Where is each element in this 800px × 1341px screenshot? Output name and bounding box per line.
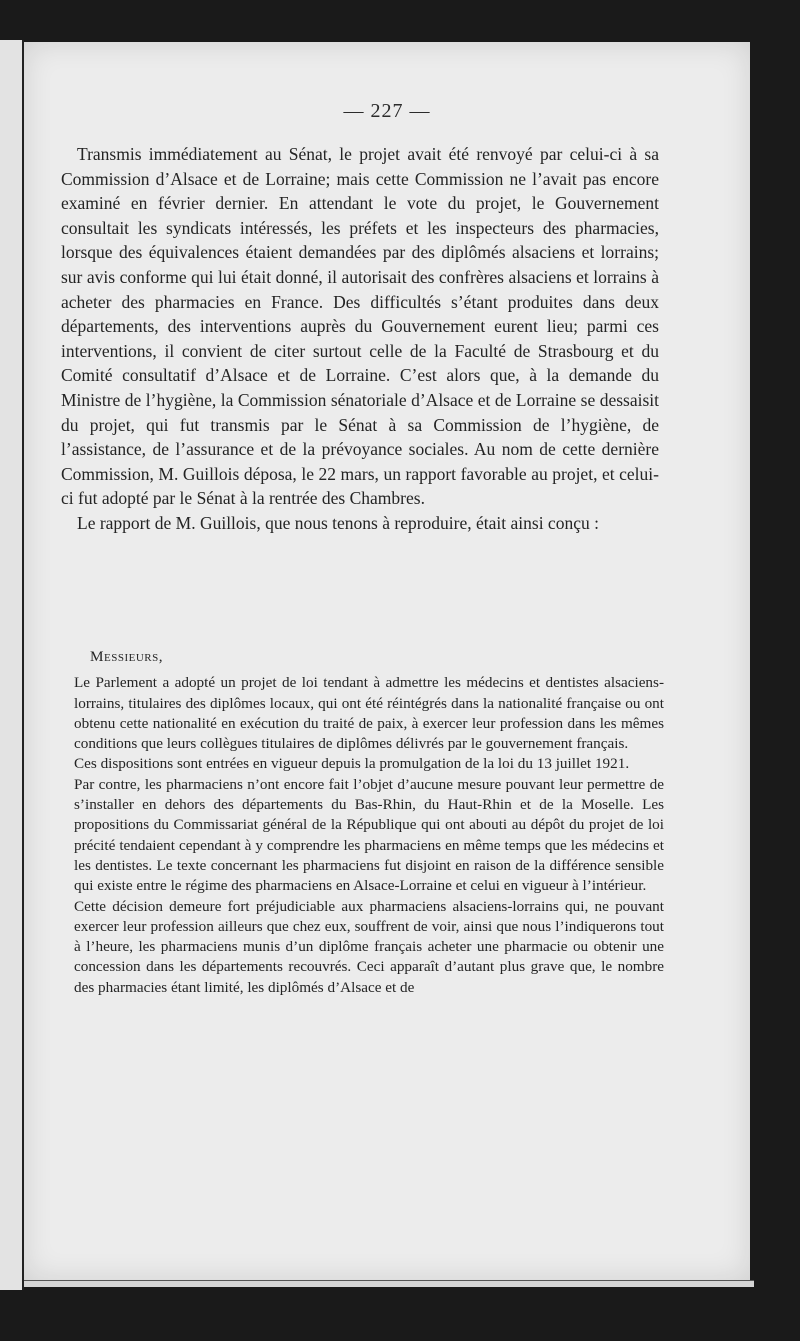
report-salutation: Messieurs,	[90, 648, 164, 665]
main-text	[61, 142, 659, 536]
report-paragraph: Le Parlement a adopté un projet de loi tendant à admettre les médecins et dentistes alsaciens-lorrains, titulaires des diplômes locaux, qui ont été réintégrés dans la nationalité française ou ont obtenu cette nationalité en exécution du traité de paix, à exercer leur profession dans les mêmes conditions que leurs collègues titulaires de diplômes délivrés par le gouvernement français.	[74, 674, 664, 753]
report-paragraph: Ces dispositions sont entrées en vigueur depuis la promulgation de la loi du 13 juillet 1921.	[74, 755, 630, 773]
report-paragraph: Par contre, les pharmaciens n’ont encore fait l’objet d’aucune mesure pouvant leur permettre de s’installer en dehors des départements du Bas-Rhin, du Haut-Rhin et de la Moselle. Les propositions du Commissariat général de la République qui ont abouti au dépôt du projet de loi précité tendaient cependant à y comprendre les pharmaciens en même temps que les médecins et les dentistes. Le texte concernant les pharmaciens fut disjoint en raison de la différence sensible qui existe entre le régime des pharmaciens en Alsace-Lorraine et celui en vigueur à l’intérieur.	[74, 775, 664, 895]
page-number: — 227 —	[343, 100, 431, 122]
paragraph: Le rapport de M. Guillois, que nous tenons à reproduire, était ainsi conçu :	[77, 512, 599, 533]
page-bottom-edge	[24, 1280, 754, 1287]
paragraph: Transmis immédiatement au Sénat, le projet avait été renvoyé par celui-ci à sa Commission d’Alsace et de Lorraine; mais cette Commission ne l’avait pas encore examiné en février dernier. En attendant le vote du projet, le Gouvernement consultait les syndicats intéressés, les préfets et les inspecteurs des pharmacies, lorsque des équivalences étaient demandées par des diplômés alsaciens et lorrains; sur avis conforme qui lui était donné, il autorisait des confrères alsaciens et lorrains à acheter des pharmacies en France. Des difficultés s’étant produites dans deux départements, des interventions auprès du Gouvernement eurent lieu; parmi ces interventions, il convient de citer surtout celle de la Faculté de Strasbourg et du Comité consultatif d’Alsace et de Lorraine. C’est alors que, à la demande du Ministre de l’hygiène, la Commission sénatoriale d’Alsace et de Lorraine se dessaisit du projet, qui fut transmis par le Sénat à sa Commission de l’hygiène, de l’assistance, de l’assurance et de la prévoyance sociales. Au nom de cette dernière Commission, M. Guillois déposa, le 22 mars, un rapport favorable au projet, et celui-ci fut adopté par le Sénat à la rentrée des Chambres.	[61, 144, 659, 509]
document-page	[24, 42, 750, 1280]
adjacent-page-edge	[0, 40, 24, 1290]
report-paragraph: Cette décision demeure fort préjudiciable aux pharmaciens alsaciens-lorrains qui, ne pouvant exercer leur profession ailleurs que chez eux, souffrent de voir, ainsi que nous l’indiquerons tout à l’heure, les pharmaciens munis d’un diplôme français acheter une pharmacie ou obtenir une concession dans les départements recouvrés. Ceci apparaît d’autant plus grave que, le nombre des pharmacies étant limité, les diplômés d’Alsace et de	[74, 897, 664, 996]
quoted-report	[74, 647, 664, 998]
